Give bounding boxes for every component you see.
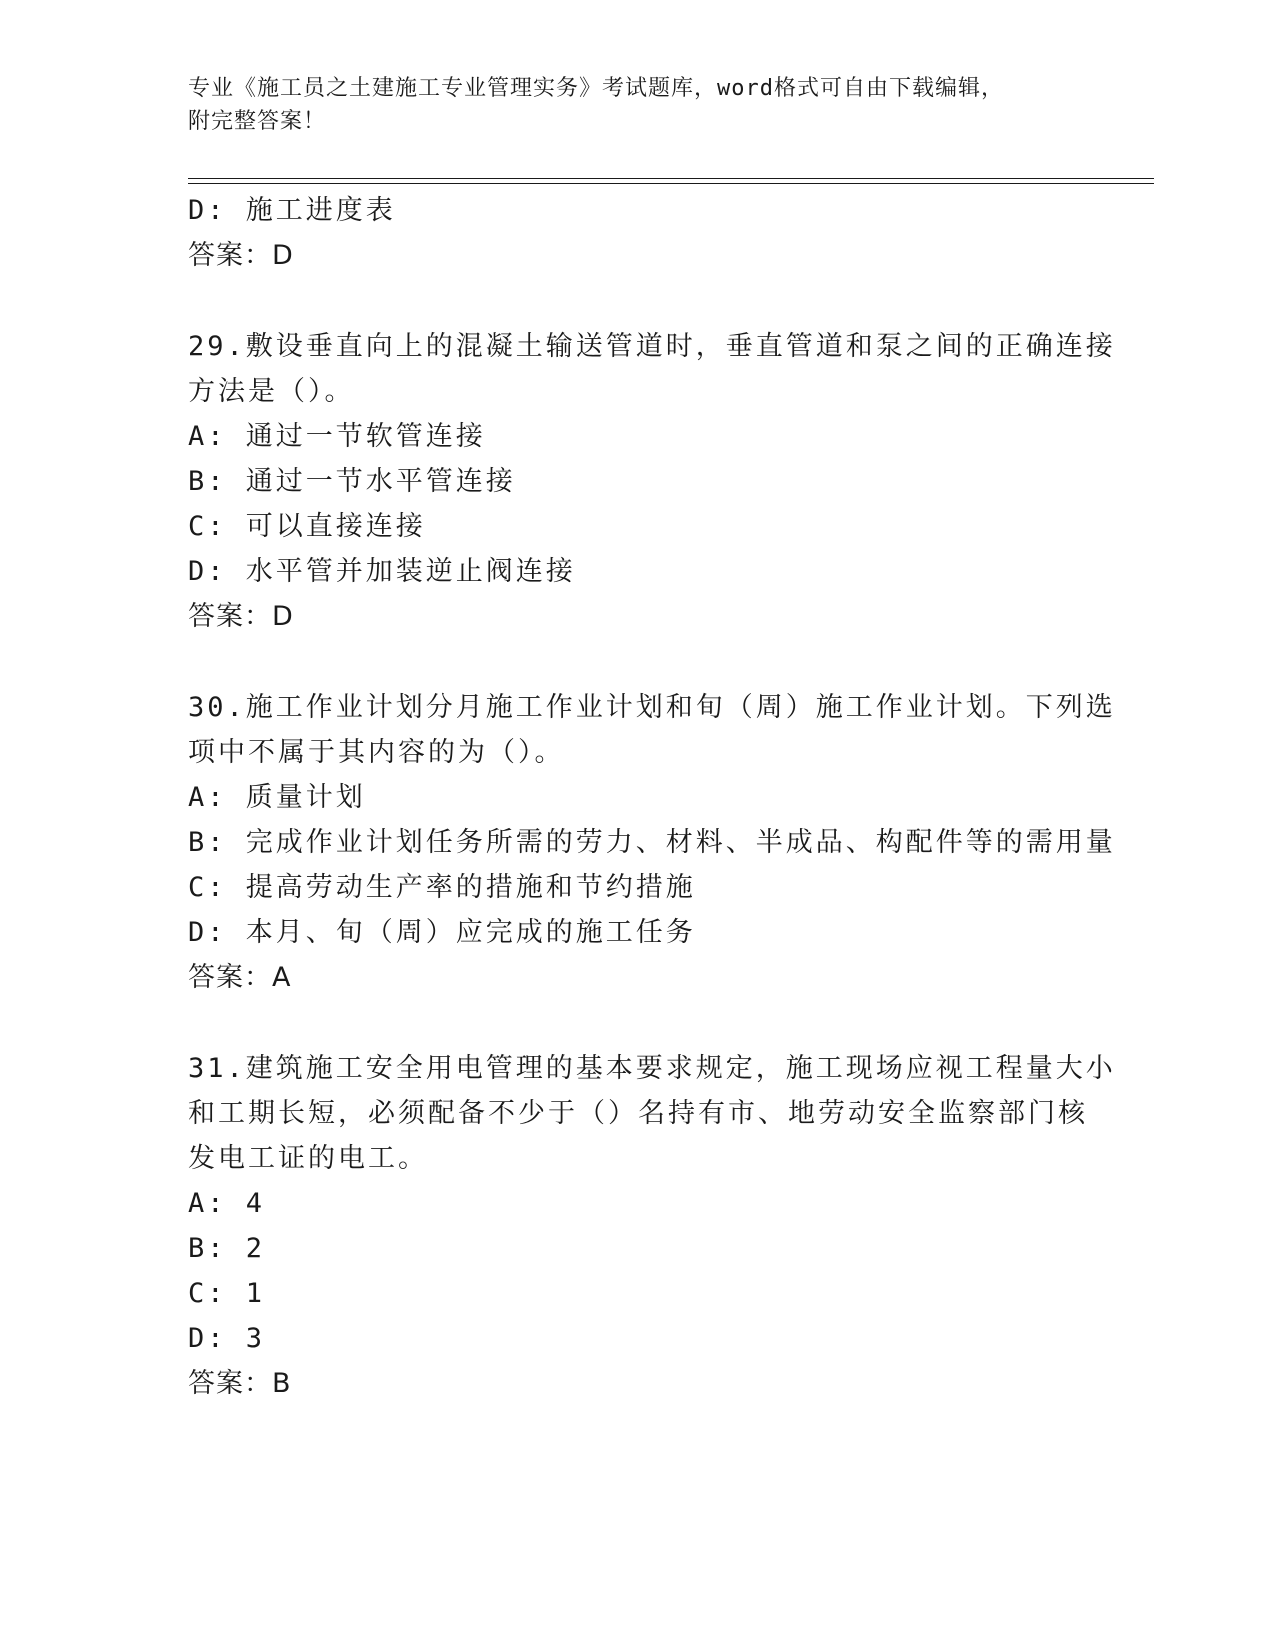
question-30 [188, 685, 1116, 1000]
question-list [188, 188, 1116, 1406]
option-b: B: 2 [188, 1233, 266, 1264]
option-d: D: 3 [188, 1323, 266, 1354]
answer: 答案：D [188, 601, 294, 632]
question-stem: 发电工证的电工。 [188, 1143, 428, 1174]
header-line-2: 附完整答案！ [188, 109, 327, 134]
answer: 答案：B [188, 1368, 292, 1399]
option-d: D: 水平管并加装逆止阀连接 [188, 556, 576, 587]
option-d: D: 施工进度表 [188, 195, 396, 226]
header-divider-top [188, 178, 1154, 179]
header-divider-bottom [188, 183, 1154, 184]
prev-question [188, 188, 1088, 278]
question-31 [188, 1046, 1116, 1406]
question-29 [188, 324, 1116, 639]
header-line-1: 专业《施工员之土建施工专业管理实务》考试题库，word格式可自由下载编辑， [188, 76, 1004, 101]
option-a: A: 4 [188, 1188, 266, 1219]
option-b: B: 通过一节水平管连接 [188, 466, 516, 497]
document-header [188, 72, 1068, 138]
option-b: B: 完成作业计划任务所需的劳力、材料、半成品、构配件等的需用量 [188, 827, 1116, 858]
option-a: A: 质量计划 [188, 782, 366, 813]
option-d: D: 本月、旬（周）应完成的施工任务 [188, 917, 696, 948]
question-stem: 和工期长短，必须配备不少于（）名持有市、地劳动安全监察部门核 [188, 1098, 1088, 1129]
option-c: C: 可以直接连接 [188, 511, 426, 542]
option-a: A: 通过一节软管连接 [188, 421, 486, 452]
answer: 答案：D [188, 240, 294, 271]
question-stem: 项中不属于其内容的为（）。 [188, 737, 565, 768]
question-stem: 方法是（）。 [188, 376, 355, 407]
question-stem: 31.建筑施工安全用电管理的基本要求规定，施工现场应视工程量大小 [188, 1053, 1116, 1084]
answer: 答案：A [188, 962, 292, 993]
option-c: C: 1 [188, 1278, 266, 1309]
question-stem: 30.施工作业计划分月施工作业计划和旬（周）施工作业计划。下列选 [188, 692, 1116, 723]
question-stem: 29.敷设垂直向上的混凝土输送管道时，垂直管道和泵之间的正确连接 [188, 331, 1116, 362]
option-c: C: 提高劳动生产率的措施和节约措施 [188, 872, 696, 903]
